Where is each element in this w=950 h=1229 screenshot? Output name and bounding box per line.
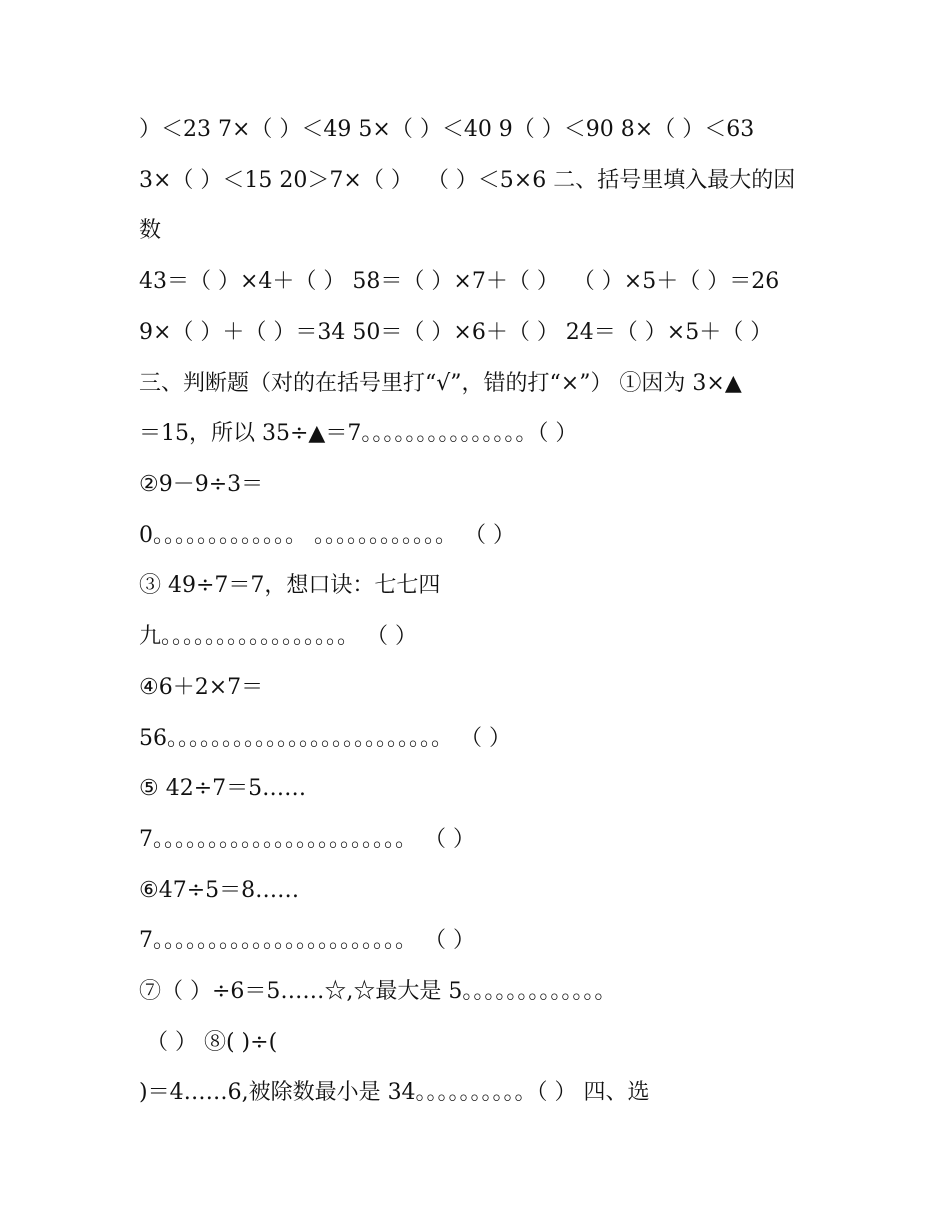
text-line-17: 7。。。。。。。。。。。。。。。。。。。。。。。 （ ） (139, 928, 475, 953)
text-line-9: 0。。。。。。。。。。。。。 。。。。。。。。。。。。 （ ） (139, 523, 515, 548)
text-line-8: ②9－9÷3＝ (139, 472, 264, 497)
text-line-7: ＝15，所以 35÷▲＝7。。。。。。。。。。。。。。。（ ） (139, 421, 578, 446)
text-line-1: ）＜23 7×（ ）＜49 5×（ ）＜40 9（ ）＜90 8×（ ）＜63 (139, 117, 755, 142)
text-line-13: 56。。。。。。。。。。。。。。。。。。。。。。。。。 （ ） (139, 726, 511, 751)
text-line-20: )＝4……6,被除数最小是 34。。。。。。。。。。（ ） 四、选 (139, 1080, 650, 1105)
text-line-11: 九。。。。。。。。。。。。。。。。。 （ ） (139, 624, 417, 649)
text-line-10: ③ 49÷7＝7，想口诀：七七四 (139, 573, 441, 598)
text-line-16: ⑥47÷5＝8…… (139, 878, 300, 903)
text-line-4: 43＝（ ）×4＋（ ） 58＝（ ）×7＋（ ） （ ）×5＋（ ）＝26 (139, 269, 780, 294)
text-line-15: 7。。。。。。。。。。。。。。。。。。。。。。。 （ ） (139, 827, 475, 852)
text-line-6: 三、判断题（对的在括号里打“√”，错的打“×”） ①因为 3×▲ (139, 371, 742, 396)
text-line-18: ⑦（ ）÷6＝5……☆,☆最大是 5。。。。。。。。。。。。。 (139, 979, 617, 1004)
text-line-5: 9×（ ）＋（ ）＝34 50＝（ ）×6＋（ ） 24＝（ ）×5＋（ ） (139, 320, 773, 345)
text-line-2: 3×（ ）＜15 20＞7×（ ） （ ）＜5×6 二、括号里填入最大的因 (139, 168, 796, 193)
text-line-19: （ ） ⑧( )÷( (139, 1030, 278, 1055)
text-line-12: ④6＋2×7＝ (139, 675, 264, 700)
text-line-14: ⑤ 42÷7＝5…… (139, 776, 307, 801)
text-line-3: 数 (139, 218, 162, 243)
